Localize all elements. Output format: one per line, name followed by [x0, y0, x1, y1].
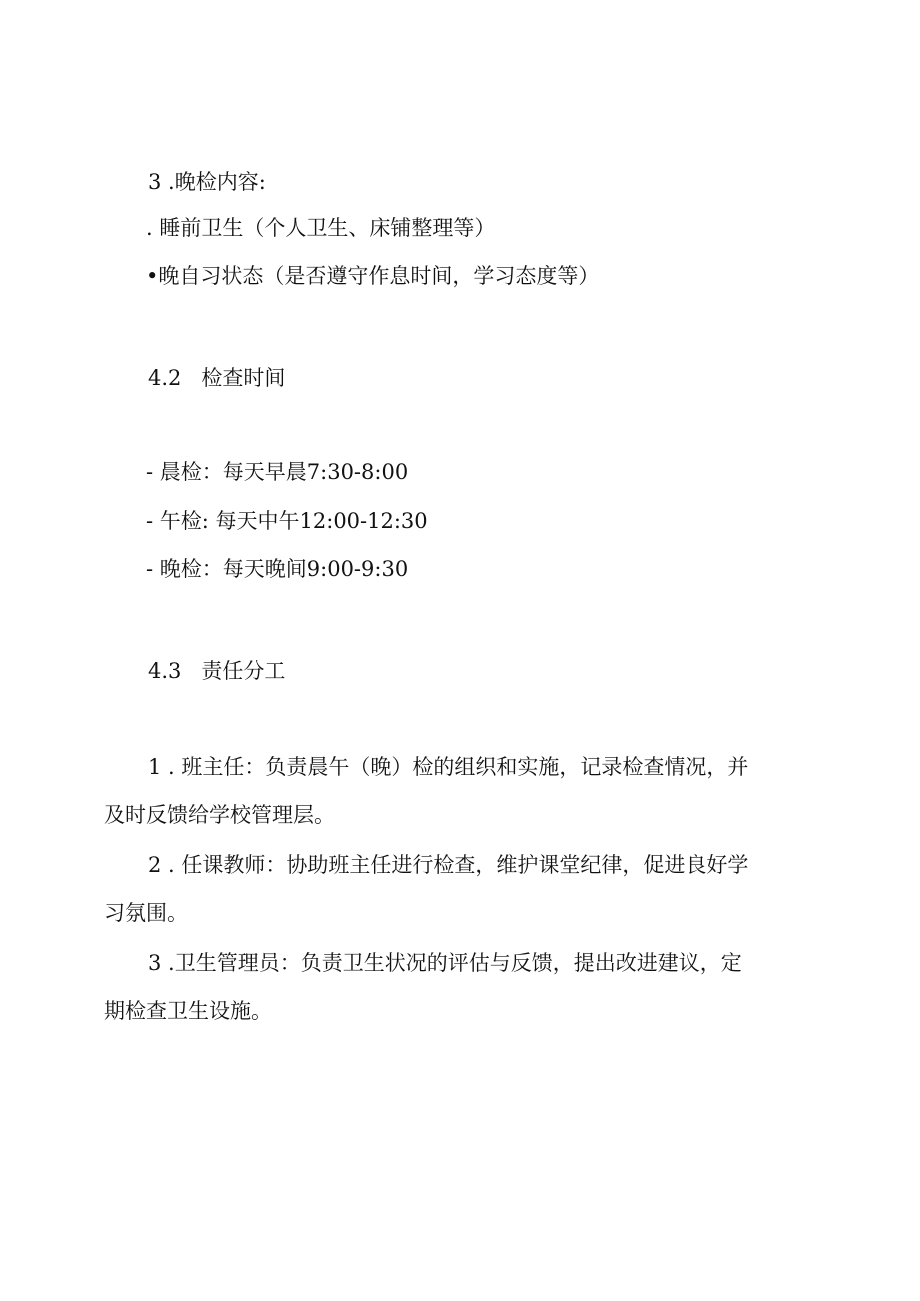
evening-check-heading: 3 .晚检内容: — [148, 170, 266, 194]
duty-item-2-line-2: 习氛围。 — [104, 901, 188, 925]
evening-check-item-study: •晚自习状态（是否遵守作息时间，学习态度等） — [146, 264, 600, 288]
duty-item-3-line-2: 期检查卫生设施。 — [104, 999, 272, 1023]
time-item-noon: - 午检: 每天中午12:00-12:30 — [146, 509, 428, 533]
section-4-3-heading: 4.3 责任分工 — [148, 659, 286, 683]
evening-check-item-hygiene: . 睡前卫生（个人卫生、床铺整理等） — [146, 216, 496, 240]
duty-item-1-line-1: 1 . 班主任：负责晨午（晚）检的组织和实施，记录检查情况，并 — [148, 755, 749, 779]
duty-item-1-line-2: 及时反馈给学校管理层。 — [104, 803, 335, 827]
duty-item-3-line-1: 3 .卫生管理员：负责卫生状况的评估与反馈，提出改进建议，定 — [148, 951, 742, 975]
time-item-evening: - 晚检：每天晚间9:00-9:30 — [146, 557, 409, 581]
section-4-2-heading: 4.2 检查时间 — [148, 366, 286, 390]
duty-item-2-line-1: 2 . 任课教师：协助班主任进行检查，维护课堂纪律，促进良好学 — [148, 853, 749, 877]
time-item-morning: - 晨检：每天早晨7:30-8:00 — [146, 460, 409, 484]
